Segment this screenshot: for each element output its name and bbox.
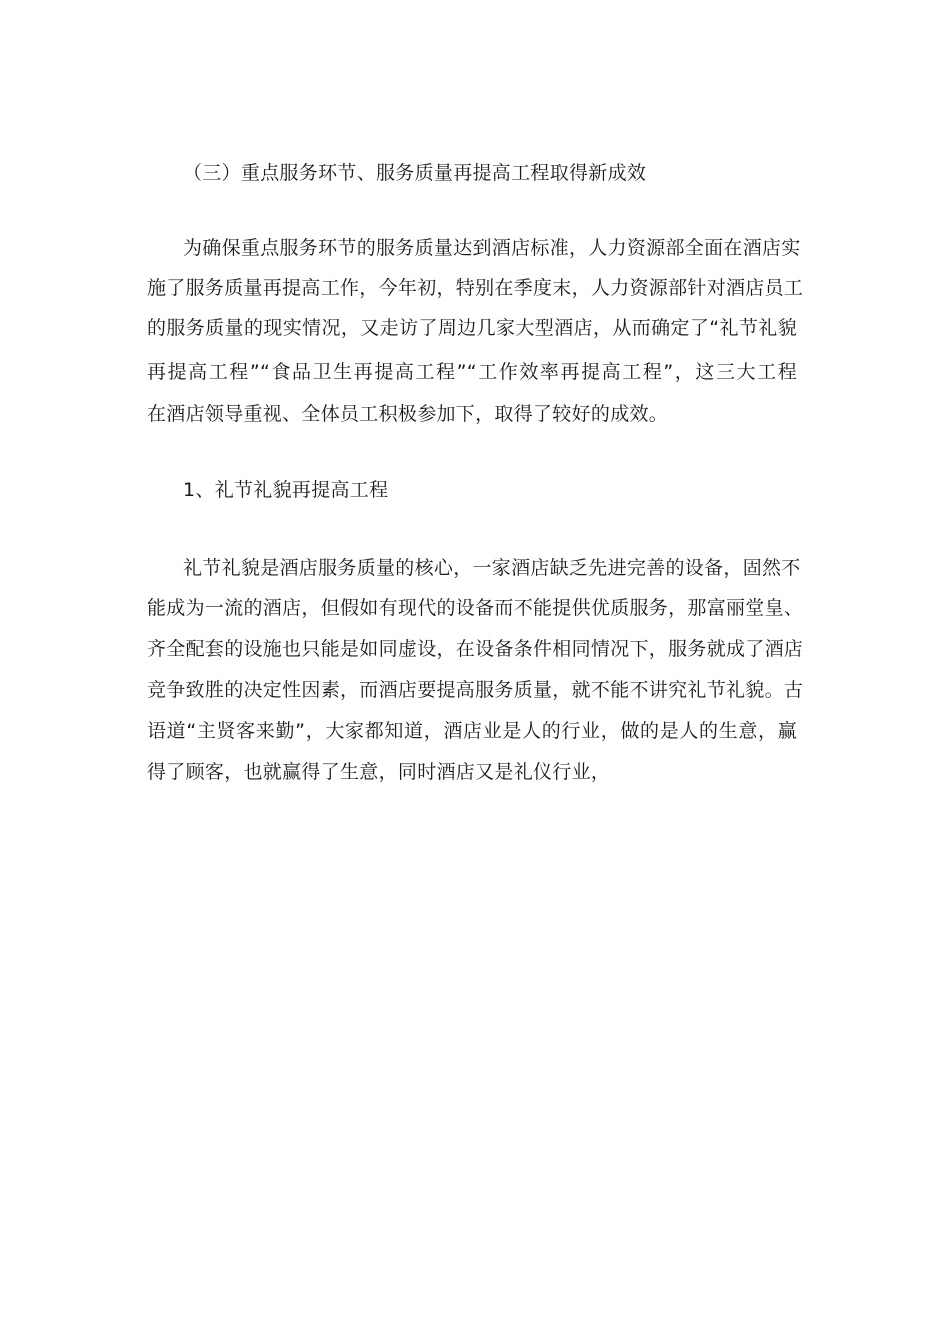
- paragraph-line: 齐全配套的设施也只能是如同虚设，在设备条件相同情况下，服务就成了酒店: [147, 638, 804, 660]
- paragraph-line: 能成为一流的酒店，但假如有现代的设备而不能提供优质服务，那富丽堂皇、: [147, 597, 804, 619]
- paragraph-line: 礼节礼貌是酒店服务质量的核心，一家酒店缺乏先进完善的设备，固然不: [183, 557, 801, 579]
- paragraph-line: 在酒店领导重视、全体员工积极参加下，取得了较好的成效。: [147, 403, 669, 425]
- paragraph-line: 再提高工程”“食品卫生再提高工程”“工作效率再提高工程”，这三大工程: [147, 361, 797, 383]
- paragraph-line: 竞争致胜的决定性因素，而酒店要提高服务质量，就不能不讲究礼节礼貌。古: [147, 679, 804, 701]
- paragraph-line: 语道“主贤客来勤”，大家都知道，酒店业是人的行业，做的是人的生意，赢: [147, 720, 797, 742]
- paragraph-line: 的服务质量的现实情况，又走访了周边几家大型酒店，从而确定了“礼节礼貌: [147, 317, 797, 339]
- subheading: 1、礼节礼貌再提高工程: [183, 479, 389, 501]
- section-heading: （三）重点服务环节、服务质量再提高工程取得新成效: [183, 162, 647, 184]
- paragraph-line: 施了服务质量再提高工作，今年初，特别在季度末，人力资源部针对酒店员工: [147, 277, 804, 299]
- paragraph-line: 为确保重点服务环节的服务质量达到酒店标准，人力资源部全面在酒店实: [183, 237, 801, 259]
- paragraph-line: 得了顾客，也就赢得了生意，同时酒店又是礼仪行业，: [147, 761, 611, 783]
